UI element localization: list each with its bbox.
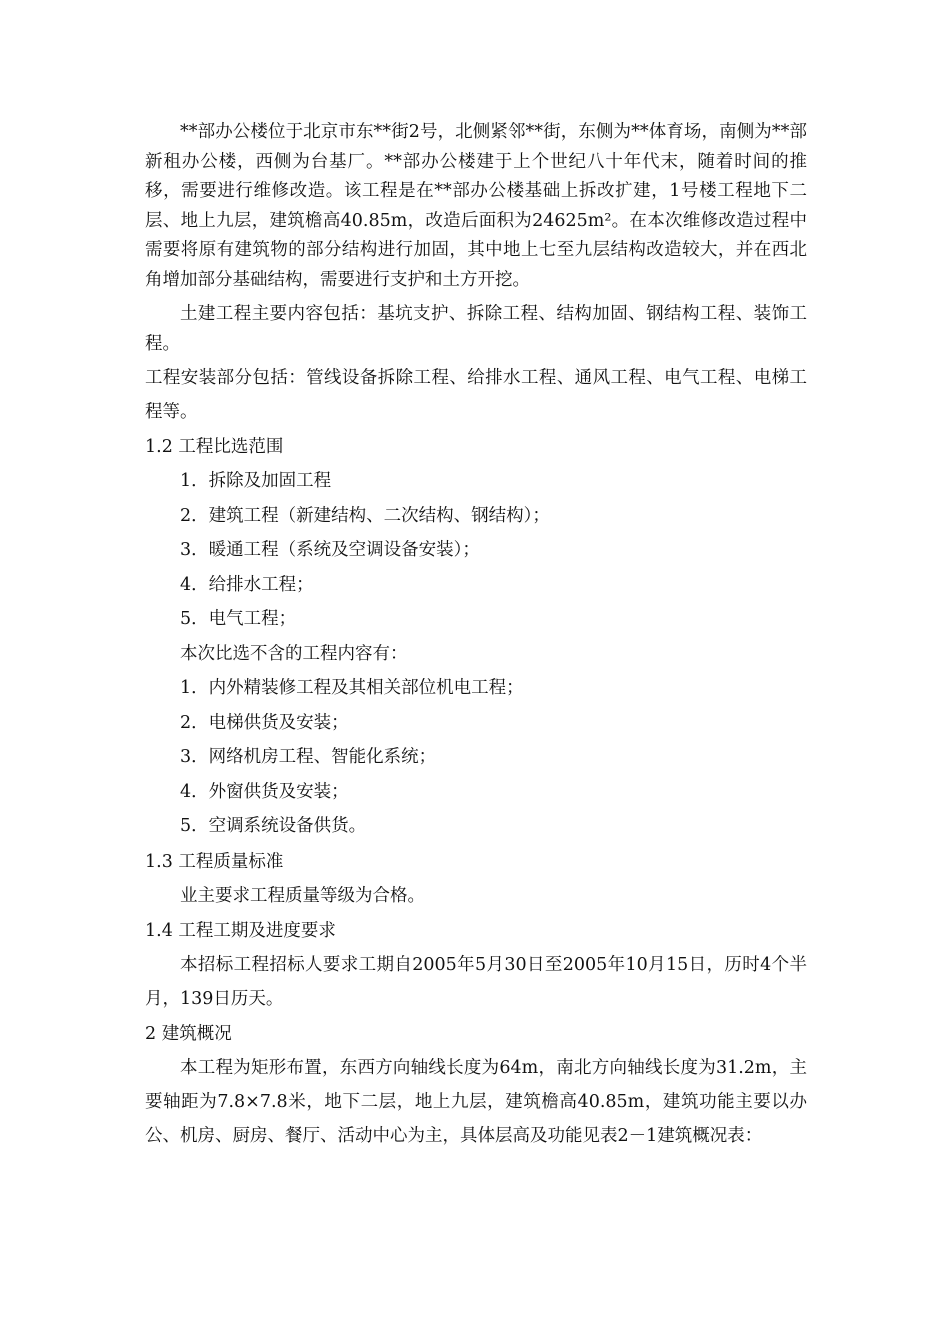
- quality-standard-text: 业主要求工程质量等级为合格。: [180, 885, 425, 906]
- excluded-scope-list: [145, 671, 807, 844]
- list-item: 1．拆除及加固工程: [180, 471, 332, 491]
- building-overview-text: 本工程为矩形布置，东西方向轴线长度为64m，南北方向轴线长度为31.2m，主要轴距为7.8×7.8米，地下二层，地上九层，建筑檐高40.85m，建筑功能主要以办公、机房、厨房、餐厅、活动中心为主，具体层高及功能见表2－1建筑概况表：: [145, 1058, 807, 1146]
- list-item: 5．空调系统设备供货。: [180, 816, 367, 836]
- section-1-3-heading: 1.3 工程质量标准: [145, 851, 284, 872]
- list-item: 2．电梯供货及安装；: [180, 712, 349, 733]
- schedule-text: 本招标工程招标人要求工期自2005年5月30日至2005年10月15日，历时4个半月，139日历天。: [145, 955, 807, 1009]
- document-page: [145, 118, 807, 1153]
- list-item: 3．网络机房工程、智能化系统；: [180, 747, 437, 767]
- list-item: 5．电气工程；: [180, 609, 297, 629]
- civil-works-paragraph: 土建工程主要内容包括：基坑支护、拆除工程、结构加固、钢结构工程、装饰工程。: [145, 304, 807, 354]
- excluded-scope-intro: 本次比选不含的工程内容有：: [180, 643, 408, 664]
- section-1-4-heading: 1.4 工程工期及进度要求: [145, 921, 336, 941]
- section-1-2-heading: 1.2 工程比选范围: [145, 437, 284, 457]
- list-item: 2．建筑工程（新建结构、二次结构、钢结构）；: [180, 505, 550, 526]
- intro-paragraph: **部办公楼位于北京市东**街2号，北侧紧邻**街，东侧为**体育场，南侧为**部新租办公楼，西侧为台基厂。**部办公楼建于上个世纪八十年代末，随着时间的推移，需要进行维修改造。该工程是在**部办公楼基础上拆改扩建，1号楼工程地下二层、地上九层，建筑檐高40.85m，改造后面积为24625m²。在本次维修改造过程中需要将原有建筑物的部分结构进行加固，其中地上七至九层结构改造较大，并在西北角增加部分基础结构，需要进行支护和土方开挖。: [145, 122, 807, 290]
- installation-works-paragraph: 工程安装部分包括：管线设备拆除工程、给排水工程、通风工程、电气工程、电梯工程等。: [145, 368, 807, 422]
- section-2-heading: 2 建筑概况: [145, 1024, 232, 1044]
- list-item: 4．外窗供货及安装；: [180, 781, 349, 802]
- included-scope-list: [145, 464, 807, 637]
- list-item: 1．内外精装修工程及其相关部位机电工程；: [180, 678, 524, 698]
- list-item: 3．暖通工程（系统及空调设备安装）；: [180, 540, 480, 560]
- list-item: 4．给排水工程；: [180, 574, 314, 595]
